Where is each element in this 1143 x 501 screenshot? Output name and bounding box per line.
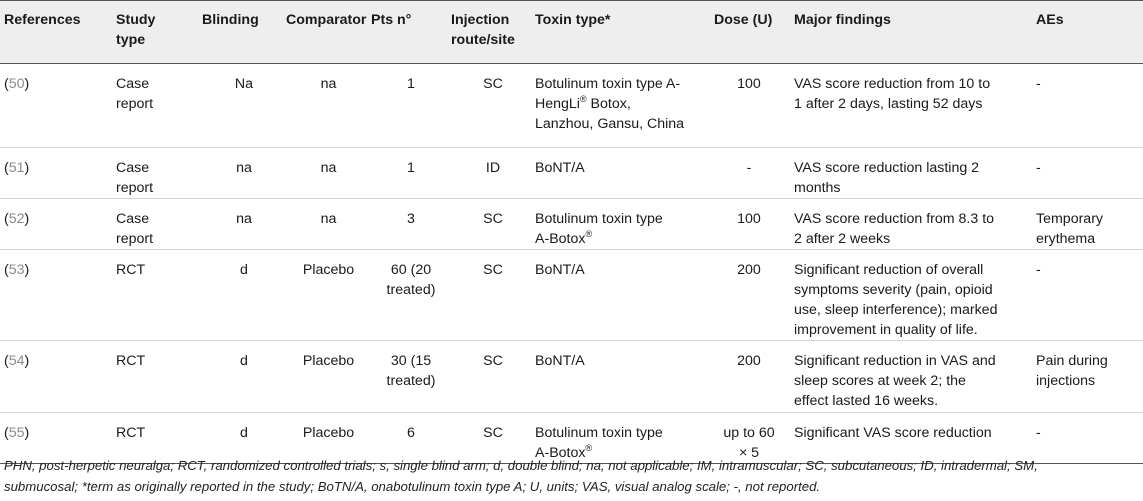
cell-pts: 1	[371, 64, 451, 148]
cell-study-type: Case report	[116, 199, 202, 250]
header-findings: Major findings	[794, 1, 1036, 64]
cell-toxin: BoNT/A	[535, 148, 704, 199]
header-row	[0, 1, 1143, 64]
cell-injection: SC	[451, 413, 535, 464]
header-blinding: Blinding	[202, 1, 286, 64]
cell-reference: (53)	[0, 250, 116, 341]
cell-comparator: na	[286, 148, 371, 199]
cell-study-type: RCT	[116, 413, 202, 464]
cell-dose: -	[704, 148, 794, 199]
cell-pts: 1	[371, 148, 451, 199]
cell-comparator: na	[286, 199, 371, 250]
cell-aes: Pain during injections	[1036, 341, 1143, 413]
cell-injection: SC	[451, 199, 535, 250]
reference-link[interactable]: 51	[8, 160, 25, 176]
cell-dose: 100	[704, 64, 794, 148]
cell-comparator: Placebo	[286, 250, 371, 341]
cell-findings: Significant reduction of overall symptoms severity (pain, opioid use, sleep interference); marked improvement in quality of life.	[794, 250, 1036, 341]
cell-blinding: d	[202, 250, 286, 341]
reference-link[interactable]: 54	[8, 353, 25, 369]
header-aes: AEs	[1036, 1, 1143, 64]
cell-reference: (55)	[0, 413, 116, 464]
cell-pts: 6	[371, 413, 451, 464]
cell-comparator: Placebo	[286, 341, 371, 413]
cell-aes: -	[1036, 148, 1143, 199]
reference-link[interactable]: 50	[8, 76, 25, 92]
cell-injection: SC	[451, 64, 535, 148]
table-footnote	[4, 455, 1124, 497]
cell-reference: (50)	[0, 64, 116, 148]
cell-study-type: Case report	[116, 148, 202, 199]
header-dose: Dose (U)	[704, 1, 794, 64]
footnote-line-1: PHN, post-herpetic neuralga; RCT, randomized controlled trials; s, single blind arm; d, double blind; na, not applicable; IM, intramuscular; SC, subcutaneous; ID, intradermal; SM,	[4, 458, 1038, 473]
cell-blinding: na	[202, 148, 286, 199]
cell-injection: SC	[451, 250, 535, 341]
cell-reference: (51)	[0, 148, 116, 199]
table-row	[0, 341, 1143, 413]
cell-blinding: d	[202, 341, 286, 413]
cell-pts: 3	[371, 199, 451, 250]
cell-dose: 100	[704, 199, 794, 250]
cell-aes: Temporary erythema	[1036, 199, 1143, 250]
cell-study-type: Case report	[116, 64, 202, 148]
cell-dose: up to 60 × 5	[704, 413, 794, 464]
cell-aes: -	[1036, 64, 1143, 148]
cell-study-type: RCT	[116, 341, 202, 413]
cell-blinding: Na	[202, 64, 286, 148]
cell-toxin: BoNT/A	[535, 341, 704, 413]
header-comparator: Comparator	[286, 1, 371, 64]
header-study-type: Study type	[116, 1, 202, 64]
table-row	[0, 250, 1143, 341]
table-row	[0, 64, 1143, 148]
cell-study-type: RCT	[116, 250, 202, 341]
reference-link[interactable]: 55	[8, 425, 25, 441]
cell-toxin: Botulinum toxin type A-Botox®	[535, 199, 704, 250]
cell-blinding: na	[202, 199, 286, 250]
cell-toxin: BoNT/A	[535, 250, 704, 341]
cell-blinding: d	[202, 413, 286, 464]
table-row	[0, 199, 1143, 250]
table-row	[0, 148, 1143, 199]
cell-comparator: Placebo	[286, 413, 371, 464]
reference-link[interactable]: 52	[8, 211, 25, 227]
cell-toxin: Botulinum toxin type A-Botox®	[535, 413, 704, 464]
cell-pts: 60 (20 treated)	[371, 250, 451, 341]
cell-toxin: Botulinum toxin type A- HengLi® Botox, Lanzhou, Gansu, China	[535, 64, 704, 148]
reference-link[interactable]: 53	[8, 262, 25, 278]
header-injection: Injection route/site	[451, 1, 535, 64]
cell-findings: Significant VAS score reduction	[794, 413, 1036, 464]
cell-aes: -	[1036, 413, 1143, 464]
cell-findings: VAS score reduction lasting 2 months	[794, 148, 1036, 199]
cell-findings: VAS score reduction from 8.3 to 2 after 2 weeks	[794, 199, 1036, 250]
cell-dose: 200	[704, 250, 794, 341]
cell-dose: 200	[704, 341, 794, 413]
cell-aes: -	[1036, 250, 1143, 341]
cell-injection: ID	[451, 148, 535, 199]
cell-comparator: na	[286, 64, 371, 148]
footnote-line-2: submucosal; *term as originally reported in the study; BoTN/A, onabotulinum toxin type A; U, units; VAS, visual analog scale; -, not reported.	[4, 479, 821, 494]
cell-injection: SC	[451, 341, 535, 413]
header-pts: Pts n°	[371, 1, 451, 64]
header-references: References	[0, 1, 116, 64]
cell-findings: Significant reduction in VAS and sleep scores at week 2; the effect lasted 16 weeks.	[794, 341, 1036, 413]
cell-pts: 30 (15 treated)	[371, 341, 451, 413]
cell-reference: (54)	[0, 341, 116, 413]
header-toxin: Toxin type*	[535, 1, 704, 64]
cell-findings: VAS score reduction from 10 to 1 after 2 days, lasting 52 days	[794, 64, 1036, 148]
cell-reference: (52)	[0, 199, 116, 250]
